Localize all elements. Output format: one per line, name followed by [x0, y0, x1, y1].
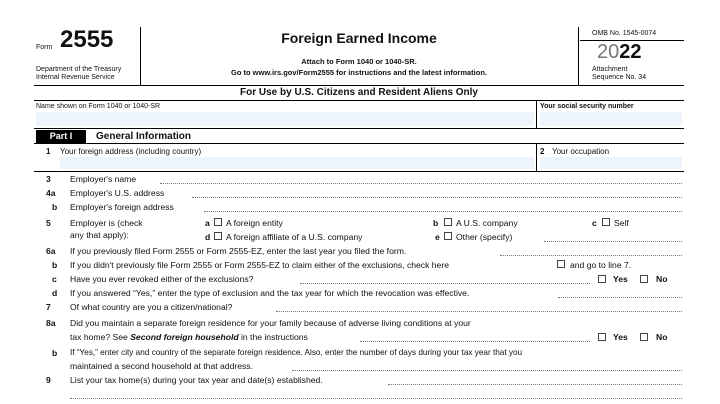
line-9-label: List your tax home(s) during your tax year and date(s) established.: [70, 375, 323, 385]
line-1-number: 1: [46, 147, 51, 156]
revoked-no-checkbox[interactable]: [640, 275, 648, 283]
other-label: Other (specify): [456, 232, 513, 242]
line-8a-leader: [360, 341, 590, 342]
omb-number: OMB No. 1545-0074: [592, 30, 657, 37]
department-line: Department of the Treasury: [36, 66, 122, 73]
other-specify-field[interactable]: [544, 241, 682, 242]
self-checkbox[interactable]: [602, 218, 610, 226]
line-7-label: Of what country are you a citizen/national?: [70, 302, 233, 312]
second-household-field[interactable]: [292, 370, 682, 371]
line-7-number: 7: [46, 302, 51, 312]
tax-year: 2022: [597, 41, 642, 63]
revoked-yes-label: Yes: [613, 274, 628, 284]
line-5-label: Employer is (check: [70, 218, 143, 228]
tax-home-field[interactable]: [388, 384, 682, 385]
line-3-label: Employer's name: [70, 174, 137, 184]
foreign-affiliate-label: A foreign affiliate of a U.S. company: [226, 232, 363, 242]
attach-instruction: Attach to Form 1040 or 1040-SR.: [301, 57, 417, 66]
us-company-checkbox[interactable]: [444, 218, 452, 226]
foreign-entity-checkbox[interactable]: [214, 218, 222, 226]
second-household-no-checkbox[interactable]: [640, 333, 648, 341]
line-6c-label: Have you ever revoked either of the exclusions?: [70, 274, 254, 284]
line-6b-label: If you didn't previously file Form 2555 or Form 2555-EZ to claim either of the exclusions, check here: [70, 260, 449, 270]
form-word: Form: [36, 44, 53, 51]
form-banner: For Use by U.S. Citizens and Resident Aliens Only: [239, 87, 478, 98]
line-4b-label: Employer's foreign address: [70, 202, 174, 212]
agency-line: Internal Revenue Service: [36, 74, 115, 81]
line-6b-number: b: [52, 260, 58, 270]
name-field[interactable]: [36, 112, 534, 126]
second-household-yes-label: Yes: [613, 332, 628, 342]
option-d-letter: d: [205, 232, 211, 242]
line-6a-label: If you previously filed Form 2555 or Form 2555-EZ, enter the last year you filed the form.: [70, 246, 407, 256]
form-title: Foreign Earned Income: [281, 30, 437, 46]
irs-website-instruction: Go to www.irs.gov/Form2555 for instructions and the latest information.: [230, 68, 487, 77]
option-a-letter: a: [205, 218, 210, 228]
line-2-number: 2: [540, 147, 545, 156]
line-8a-number: 8a: [46, 318, 56, 328]
form-number: 2555: [60, 26, 114, 53]
other-checkbox[interactable]: [444, 232, 452, 240]
employer-us-address-field[interactable]: [192, 197, 682, 198]
name-label: Name shown on Form 1040 or 1040-SR: [36, 103, 161, 110]
line-6d-number: d: [52, 288, 58, 298]
employer-name-field[interactable]: [160, 183, 682, 184]
revocation-field[interactable]: [558, 297, 682, 298]
us-company-label: A U.S. company: [456, 218, 518, 228]
revoked-no-label: No: [656, 274, 668, 284]
line-6c-number: c: [52, 274, 57, 284]
line-6a-number: 6a: [46, 246, 56, 256]
foreign-entity-label: A foreign entity: [226, 218, 283, 228]
line-2-label: Your occupation: [552, 147, 610, 156]
line-1-label: Your foreign address (including country): [60, 147, 202, 156]
employer-foreign-address-field[interactable]: [204, 211, 682, 212]
option-b-letter: b: [433, 218, 439, 228]
citizenship-field[interactable]: [276, 311, 682, 312]
line-9-number: 9: [46, 375, 51, 385]
not-previously-filed-checkbox[interactable]: [557, 260, 565, 268]
line-3-number: 3: [46, 174, 51, 184]
line-4a-number: 4a: [46, 188, 56, 198]
option-c-letter: c: [592, 218, 597, 228]
sequence-number: Sequence No. 34: [592, 74, 647, 81]
line-6c-leader: [300, 283, 590, 284]
line-5-number: 5: [46, 218, 51, 228]
line-4a-label: Employer's U.S. address: [70, 188, 165, 198]
line-8b-label: If “Yes,” enter city and country of the separate foreign residence. Also, enter the number of days during your tax year that you: [70, 348, 523, 357]
foreign-affiliate-checkbox[interactable]: [214, 232, 222, 240]
line-8b-label-cont: maintained a second household at that address.: [70, 361, 253, 371]
line-4b-number: b: [52, 202, 58, 212]
line-6b-tail: and go to line 7.: [570, 260, 632, 270]
ssn-label: Your social security number: [540, 103, 634, 110]
tax-home-field-2[interactable]: [70, 398, 682, 399]
revoked-yes-checkbox[interactable]: [598, 275, 606, 283]
foreign-address-field[interactable]: [60, 157, 534, 169]
last-year-filed-field[interactable]: [500, 255, 682, 256]
self-label: Self: [614, 218, 629, 228]
line-8b-number: b: [52, 348, 58, 358]
second-household-no-label: No: [656, 332, 668, 342]
attachment-label: Attachment: [592, 66, 628, 73]
line-8a-label-cont: tax home? See Second foreign household in the instructions: [70, 332, 308, 342]
ssn-field[interactable]: [540, 112, 682, 126]
line-6d-label: If you answered “Yes,” enter the type of exclusion and the tax year for which the revocation was effective.: [70, 288, 470, 298]
line-8a-label: Did you maintain a separate foreign residence for your family because of adverse living conditions at your: [70, 318, 471, 328]
option-e-letter: e: [435, 232, 440, 242]
part-tag: Part I: [36, 130, 86, 143]
part-title: General Information: [96, 131, 192, 142]
line-5-label-cont: any that apply):: [70, 230, 129, 240]
occupation-field[interactable]: [540, 157, 682, 169]
second-household-yes-checkbox[interactable]: [598, 333, 606, 341]
